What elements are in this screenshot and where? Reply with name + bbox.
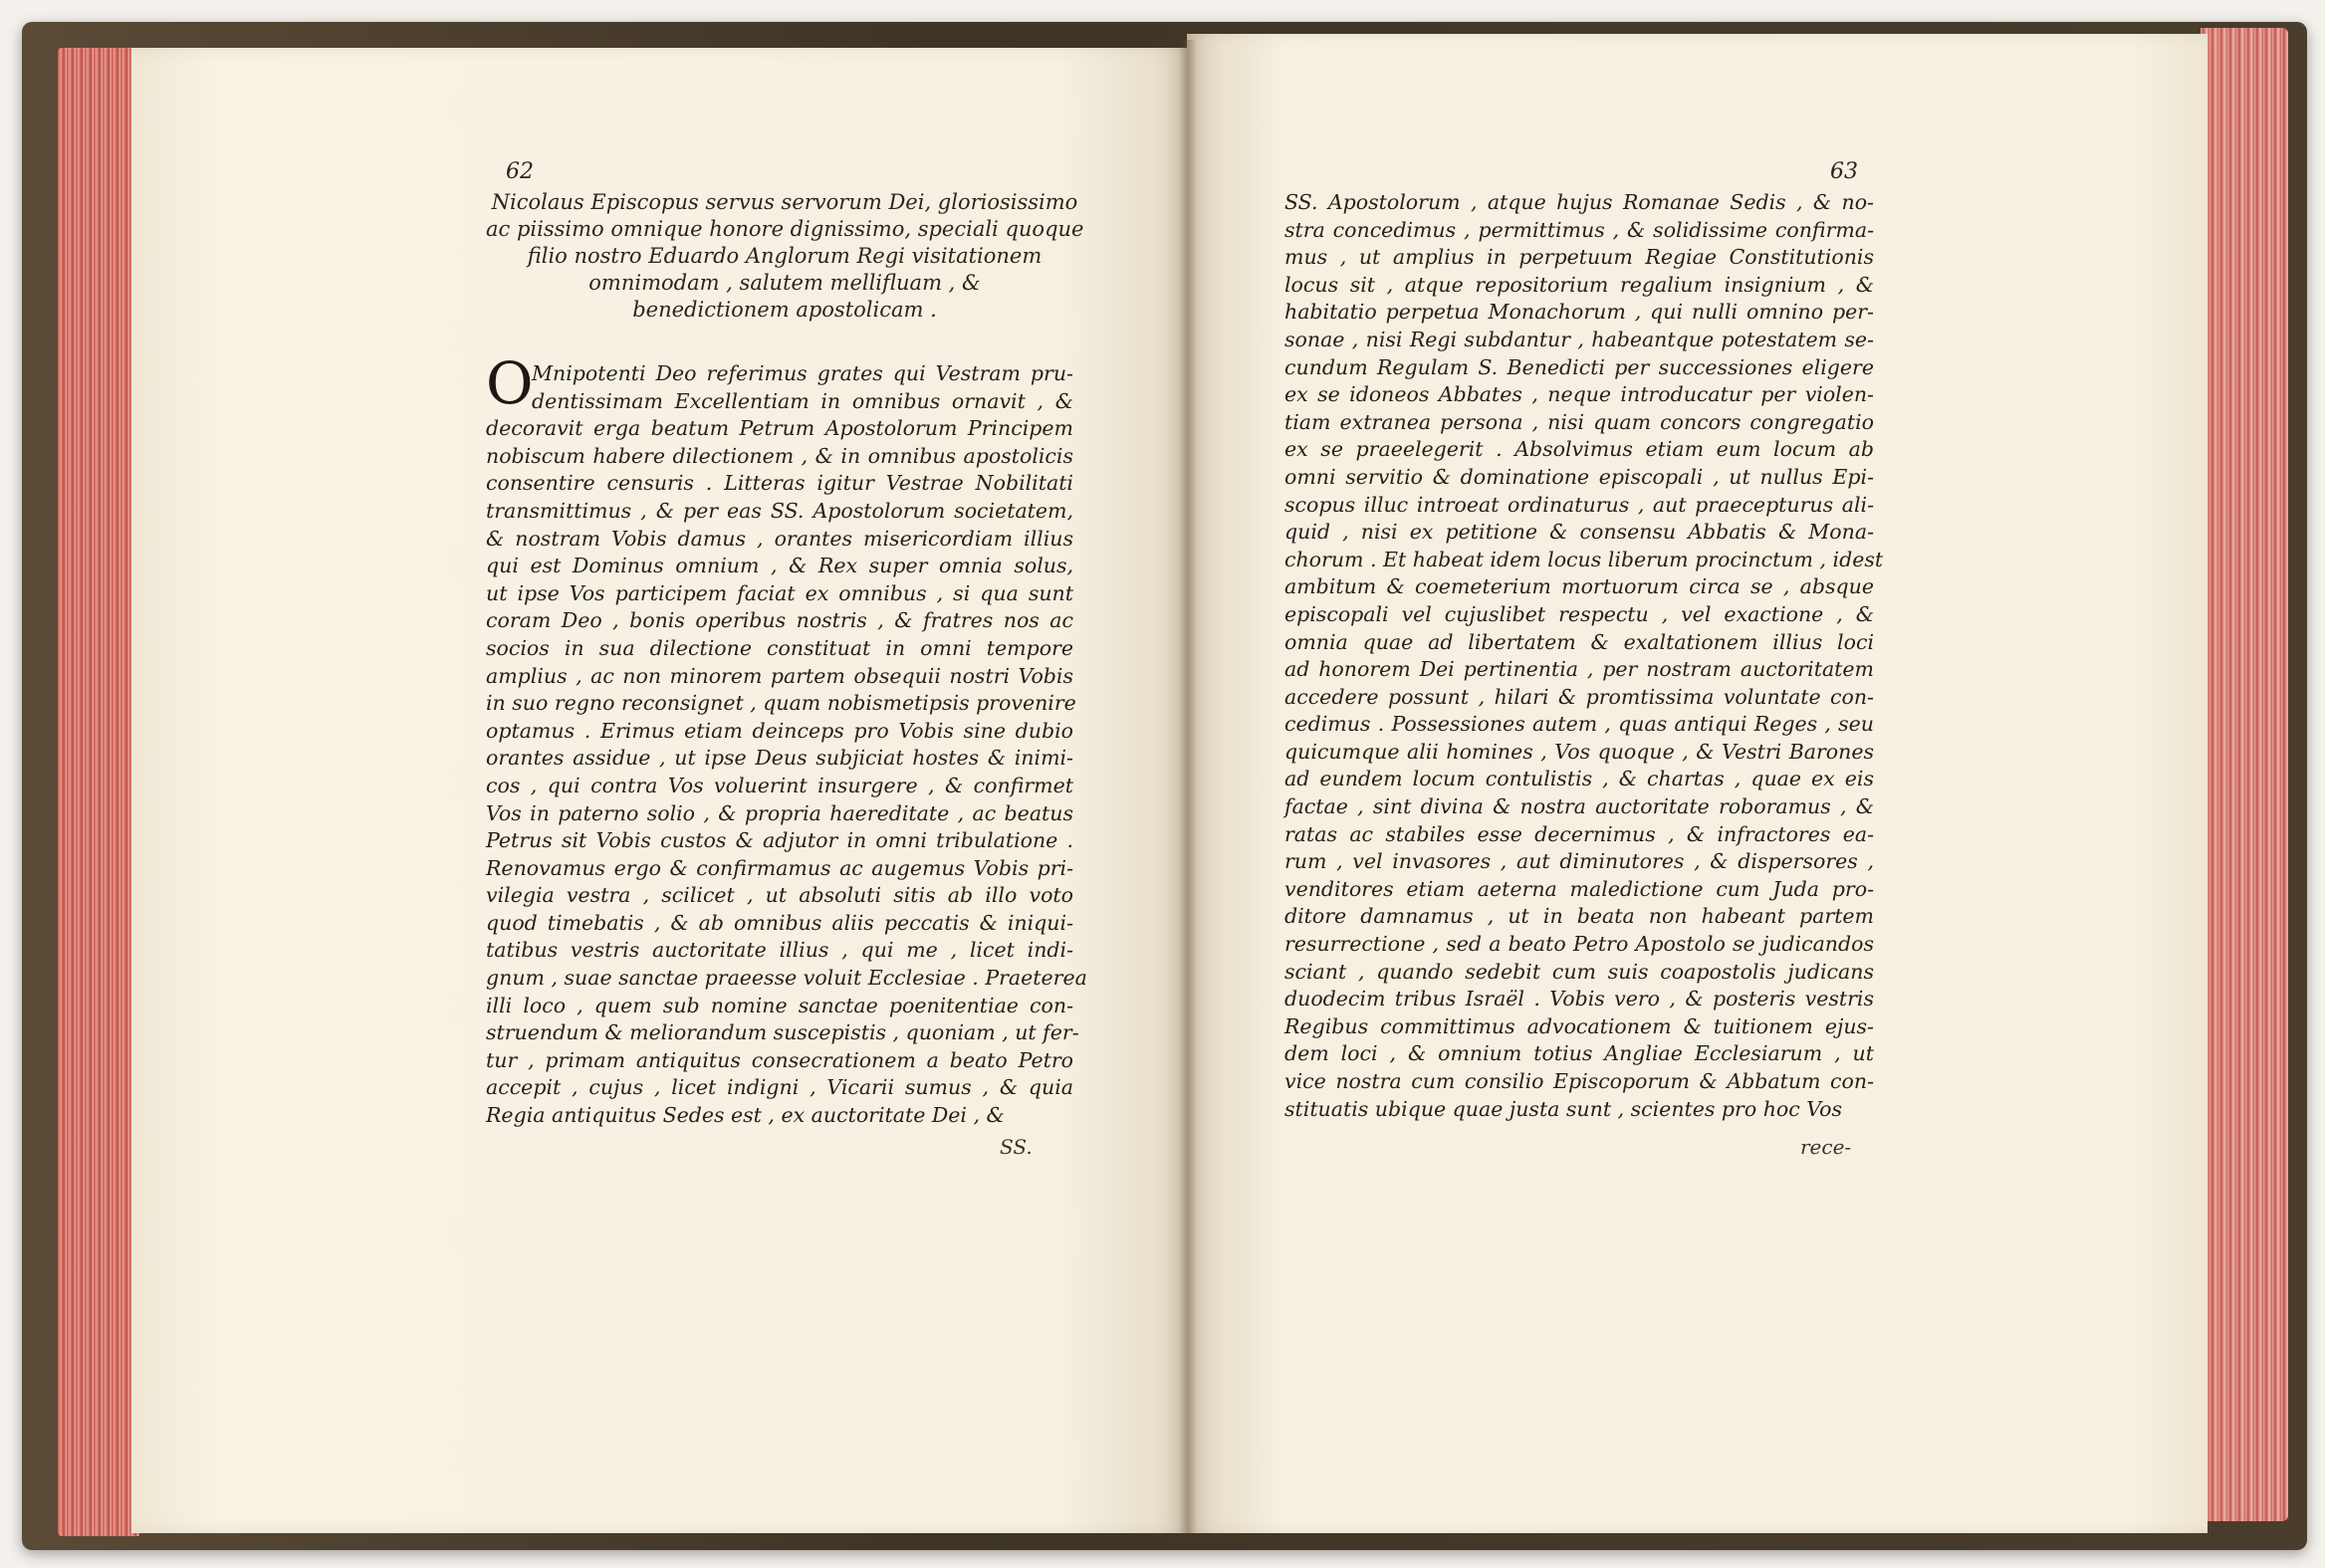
left-page-number: 62 [506, 159, 534, 184]
text-line: cedimus . Possessiones autem , quas antiqui Reges , seu [1284, 712, 1874, 737]
text-line: quid , nisi ex petitione & consensu Abbatis & Mona- [1284, 520, 1874, 545]
text-line: sonae , nisi Regi subdantur , habeantque potestatem se- [1284, 327, 1874, 351]
text-line: amplius , ac non minorem partem obsequii nostri Vobis [486, 663, 1073, 688]
bull-heading [486, 189, 1083, 324]
heading-line: benedictionem apostolicam . [632, 298, 937, 322]
heading-line: omnimodam , salutem mellifluam , & [588, 271, 981, 295]
text-line: ut ipse Vos participem faciat ex omnibus , si qua sunt [486, 580, 1073, 605]
book-gutter [1179, 40, 1197, 1533]
right-page-number: 63 [1830, 159, 1858, 184]
text-line: optamus . Erimus etiam deinceps pro Vobis sine dubio [486, 718, 1073, 743]
text-line: Vos in paterno solio , & propria haereditate , ac beatus [486, 800, 1073, 825]
text-line: habitatio perpetua Monachorum , qui nulli omnino per- [1284, 300, 1874, 325]
text-line: rum , vel invasores , aut diminutores , & dispersores , [1284, 849, 1874, 874]
text-line: ad eundem locum contulistis , & chartas , quae ex eis [1284, 767, 1874, 791]
text-line: struendum & meliorandum suscepistis , quoniam , ut fer- [486, 1020, 1079, 1045]
text-line: ex se idoneos Abbates , neque introducatur per violen- [1284, 382, 1874, 407]
text-line: Regia antiquitus Sedes est , ex auctoritate Dei , & [486, 1103, 1005, 1128]
text-line: duodecim tribus Israël . Vobis vero , & posteris vestris [1284, 987, 1874, 1011]
left-catchword: SS. [1000, 1135, 1033, 1159]
text-line: ratas ac stabiles esse decernimus , & infractores ea- [1284, 821, 1874, 846]
text-line: sciant , quando sedebit cum suis coapostolis judicans [1284, 959, 1874, 984]
text-line: factae , sint divina & nostra auctoritate roboramus , & [1284, 794, 1874, 819]
left-body-text [486, 360, 1087, 1130]
text-line: ambitum & coemeterium mortuorum circa se , absque [1284, 574, 1874, 599]
text-line: ex se praeelegerit . Absolvimus etiam eum locum ab [1284, 437, 1874, 462]
text-line: venditores etiam aeterna maledictione cum Juda pro- [1284, 876, 1874, 901]
text-line: orantes assidue , ut ipse Deus subjiciat hostes & inimi- [486, 746, 1073, 771]
text-line: episcopali vel cujuslibet respectu , vel exactione , & [1284, 601, 1874, 626]
text-line: vice nostra cum consilio Episcoporum & Abbatum con- [1284, 1069, 1874, 1093]
text-line: chorum . Et habeat idem locus liberum procinctum , idest [1284, 547, 1884, 571]
text-line: tiam extranea persona , nisi quam concors congregatio [1284, 409, 1874, 434]
text-line: Petrus sit Vobis custos & adjutor in omni tribulatione . [486, 828, 1073, 853]
text-line: scopus illuc introeat ordinaturus , aut praecepturus ali- [1284, 492, 1874, 517]
heading-line: Nicolaus Episcopus servus servorum Dei, gloriosissimo [491, 190, 1078, 214]
text-line: SS. Apostolorum , atque hujus Romanae Sedis , & no- [1284, 190, 1874, 214]
text-line: omni servitio & dominatione episcopali , ut nullus Epi- [1284, 464, 1874, 489]
text-line: & nostram Vobis damus , orantes misericordiam illius [486, 526, 1073, 551]
text-line: coram Deo , bonis operibus nostris , & fratres nos ac [486, 608, 1073, 633]
text-line: socios in sua dilectione constituat in omni tempore [486, 635, 1073, 660]
text-line: resurrectione , sed a beato Petro Apostolo se judicandos [1284, 932, 1874, 957]
text-line: quod timebatis , & ab omnibus aliis peccatis & iniqui- [486, 910, 1073, 935]
text-line: transmittimus , & per eas SS. Apostolorum societatem, [486, 498, 1073, 523]
text-line: accedere possunt , hilari & promtissima voluntate con- [1284, 684, 1874, 709]
drop-cap: O [486, 349, 534, 417]
text-line: cos , qui contra Vos voluerint insurgere , & confirmet [486, 773, 1073, 797]
text-line: decoravit erga beatum Petrum Apostolorum Principem [486, 416, 1073, 441]
text-line: Regibus committimus advocationem & tuitionem ejus- [1284, 1013, 1874, 1038]
text-line: mus , ut amplius in perpetuum Regiae Constitutionis [1284, 245, 1874, 270]
text-line: stituatis ubique quae justa sunt , scientes pro hoc Vos [1284, 1096, 1843, 1121]
text-line: stra concedimus , permittimus , & solidissime confirma- [1284, 217, 1874, 242]
text-line: ditore damnamus , ut in beata non habeant partem [1284, 904, 1874, 929]
text-line: dem loci , & omnium totius Angliae Ecclesiarum , ut [1284, 1041, 1874, 1066]
right-page-edges [2201, 28, 2288, 1521]
text-line: ad honorem Dei pertinentia , per nostram auctoritatem [1284, 657, 1874, 682]
text-line: in suo regno reconsignet , quam nobismetipsis provenire [486, 691, 1076, 716]
text-line: tatibus vestris auctoritate illius , qui me , licet indi- [486, 938, 1073, 963]
heading-line: filio nostro Eduardo Anglorum Regi visitationem [527, 244, 1043, 268]
right-body-text [1284, 189, 1884, 1123]
text-line: vilegia vestra , scilicet , ut absoluti sitis ab illo voto [486, 883, 1073, 908]
left-page-edges [58, 48, 139, 1536]
text-line: locus sit , atque repositorium regalium insignium , & [1284, 272, 1874, 297]
text-line: accepit , cujus , licet indigni , Vicarii sumus , & quia [486, 1075, 1073, 1100]
text-line: tur , primam antiquitus consecrationem a beato Petro [486, 1047, 1073, 1072]
text-line: nobiscum habere dilectionem , & in omnibus apostolicis [486, 443, 1073, 468]
text-line: cundum Regulam S. Benedicti per successiones eligere [1284, 354, 1874, 379]
text-line: Renovamus ergo & confirmamus ac augemus Vobis pri- [486, 855, 1073, 880]
text-line: qui est Dominus omnium , & Rex super omnia solus, [486, 554, 1073, 578]
text-line: omnia quae ad libertatem & exaltationem illius loci [1284, 629, 1874, 654]
text-line: Mnipotenti Deo referimus grates qui Vestram pru- [532, 361, 1073, 385]
heading-line: ac piissimo omnique honore dignissimo, speciali quoque [486, 217, 1084, 241]
text-line: gnum , suae sanctae praeesse voluit Ecclesiae . Praeterea [486, 966, 1087, 991]
right-catchword: rece- [1800, 1135, 1852, 1159]
text-line: consentire censuris . Litteras igitur Vestrae Nobilitati [486, 471, 1073, 496]
text-line: dentissimam Excellentiam in omnibus ornavit , & [532, 388, 1073, 413]
text-line: illi loco , quem sub nomine sanctae poenitentiae con- [486, 993, 1073, 1017]
text-line: quicumque alii homines , Vos quoque , & Vestri Barones [1284, 739, 1874, 764]
